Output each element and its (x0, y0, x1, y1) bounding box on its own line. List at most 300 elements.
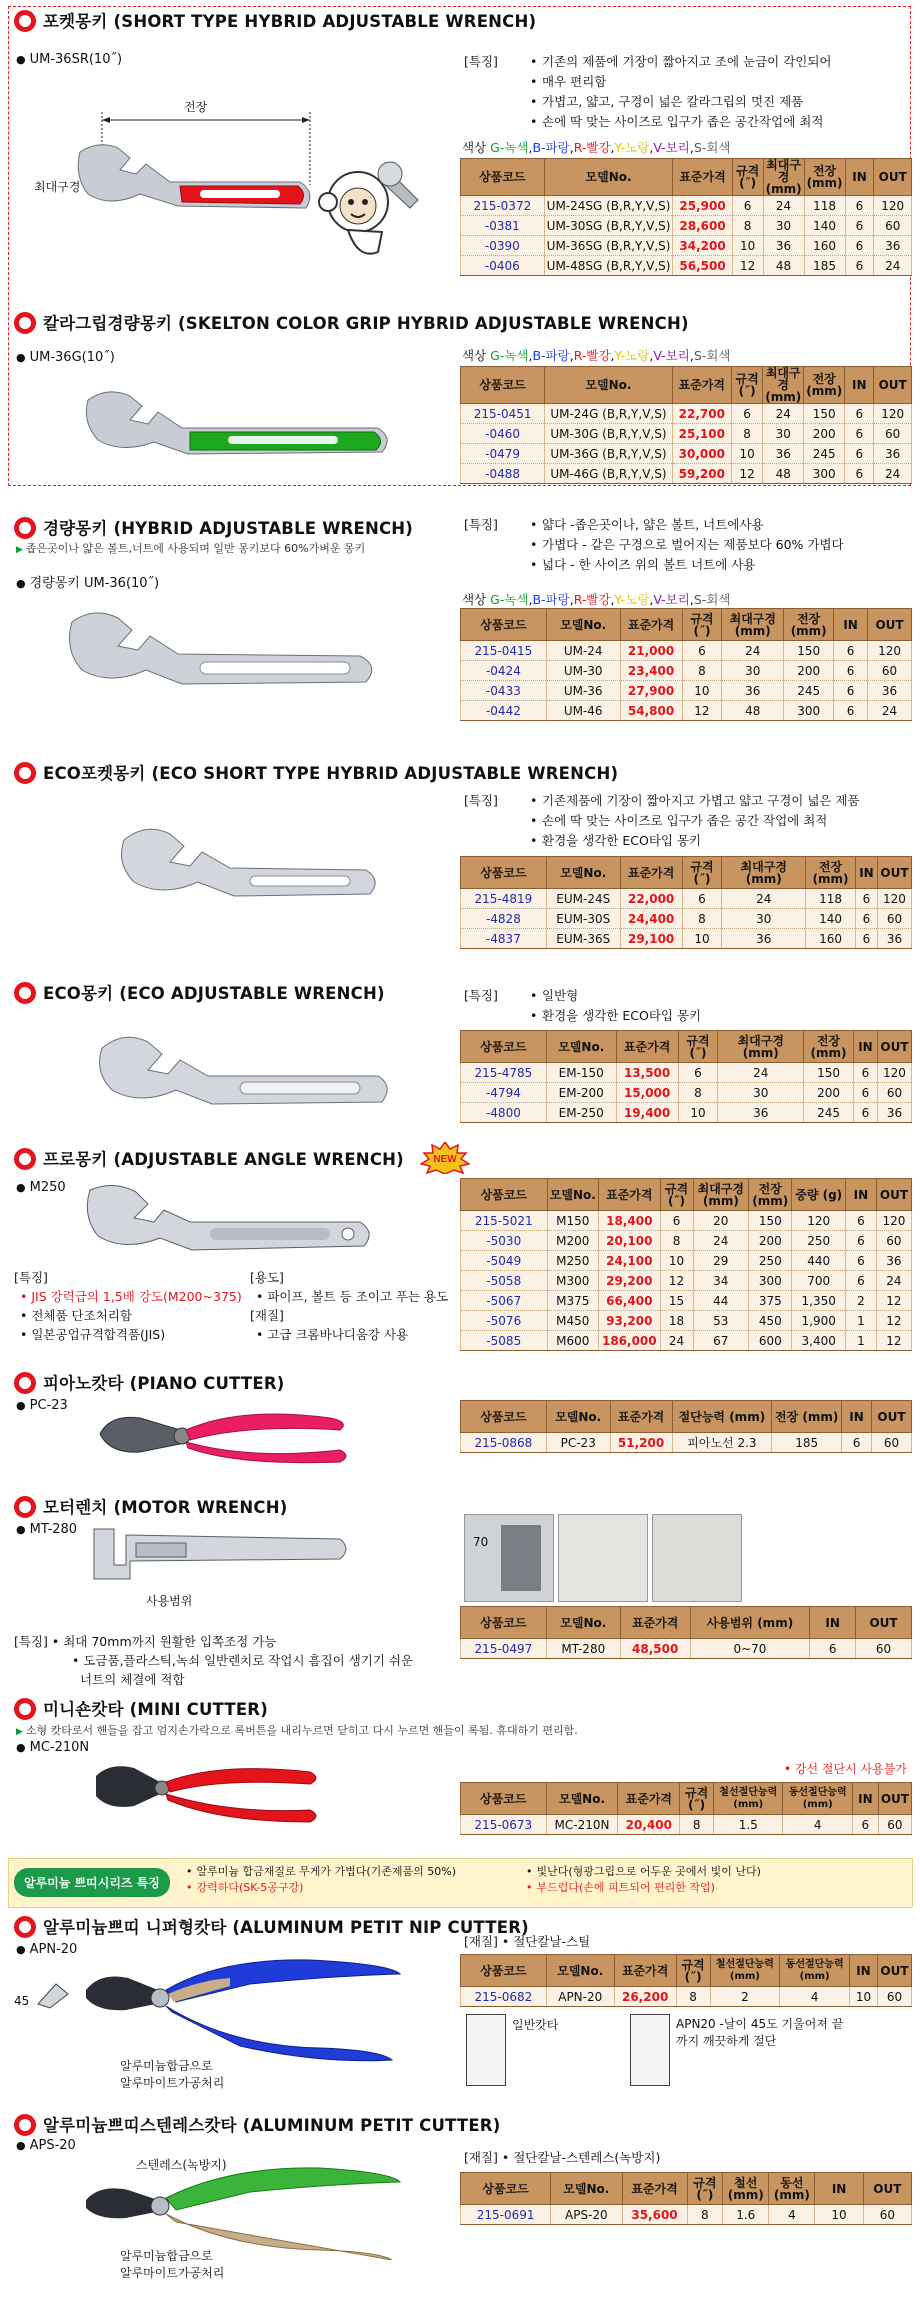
cell: 6 (842, 1433, 872, 1453)
cell: 24 (868, 701, 912, 721)
cell: 24 (874, 256, 912, 276)
spec-table-s6 (460, 1178, 912, 1351)
ring-bullet-icon (14, 982, 36, 1004)
table-row (461, 1063, 912, 1083)
header-cell: 중량 (g) (792, 1179, 846, 1211)
cell: 215-0673 (461, 1815, 547, 1835)
aluminum-feature: • 빛난다(형광그립으로 어두운 곳에서 빛이 난다) (526, 1864, 761, 1880)
cell: 10 (660, 1251, 693, 1271)
header-cell: OUT (863, 2173, 911, 2205)
cell: 6 (854, 1103, 878, 1123)
cell: MC-210N (546, 1815, 618, 1835)
aluminum-features-1 (186, 1864, 456, 1896)
cell: -0433 (461, 681, 547, 701)
nip-cutter-image (80, 1950, 410, 2070)
cell: -4800 (461, 1103, 547, 1123)
model-label: ● APS-20 (16, 2138, 76, 2153)
header-cell: 규격 (˝) (660, 1179, 693, 1211)
cell: 160 (804, 236, 845, 256)
table-row (461, 236, 912, 256)
feature-label: [특징] (464, 54, 498, 69)
header-cell: OUT (877, 1031, 911, 1063)
cell: 27,900 (620, 681, 682, 701)
cell: 140 (804, 216, 845, 236)
color-blue: B-파랑 (532, 348, 570, 363)
cell: 24 (718, 1063, 804, 1083)
cell: -5067 (461, 1291, 548, 1311)
header-cell: 규격 (˝) (732, 367, 763, 404)
table-header-row (461, 1783, 912, 1815)
cell: 215-0497 (461, 1639, 547, 1659)
ring-bullet-icon (14, 312, 36, 334)
feature-item: • 손에 딱 맞는 사이즈로 입구가 좁은 공간 작업에 최적 (528, 811, 904, 831)
aluminum-series-title: 알루미늄 쁘띠시리즈 특징 (14, 1868, 170, 1897)
features-block (464, 515, 904, 575)
cell: 2 (710, 1987, 780, 2007)
cell: 20 (693, 1211, 749, 1231)
cell: -0488 (461, 464, 545, 484)
section-title-piano-cutter: 피아노캇타 (PIANO CUTTER) (14, 1370, 284, 1396)
table-row (461, 1251, 912, 1271)
spec-table-s8 (460, 1606, 912, 1659)
cell: UM-36G (B,R,Y,V,S) (545, 444, 672, 464)
cell: 450 (749, 1311, 792, 1331)
cell: 24 (722, 641, 784, 661)
header-cell: 상품코드 (461, 159, 545, 196)
cell: 12 (876, 1331, 911, 1351)
feature-item: • 기존제품에 기장이 짧아지고 가볍고 얇고 구경이 넓은 제품 (528, 791, 904, 811)
header-cell: 모델No. (546, 1783, 618, 1815)
cell: APN-20 (546, 1987, 614, 2007)
spec-table-s9 (460, 1782, 912, 1835)
eco-pocket-wrench-image (110, 810, 390, 920)
cell: -0424 (461, 661, 547, 681)
cell: 6 (845, 236, 874, 256)
cell: EM-150 (546, 1063, 616, 1083)
cell: 6 (852, 1815, 878, 1835)
cell: 12 (660, 1271, 693, 1291)
cell: 245 (804, 444, 845, 464)
blade-label: 스텐레스(녹방지) (136, 2158, 227, 2172)
table-row (461, 424, 912, 444)
cell: PC-23 (546, 1433, 610, 1453)
color-legend: 색상 G-녹색,B-파랑,R-빨강,Y-노랑,V-보리,S-회색 (462, 140, 731, 155)
header-cell: 상품코드 (461, 367, 545, 404)
eco-wrench-image (90, 1018, 400, 1128)
cell: -0460 (461, 424, 545, 444)
cell: 30 (763, 216, 804, 236)
feature-item: • 전체품 단조처리함 (20, 1308, 132, 1323)
cell: 215-0868 (461, 1433, 547, 1453)
cell: EM-250 (546, 1103, 616, 1123)
cell: 13,500 (616, 1063, 678, 1083)
table-row (461, 1331, 912, 1351)
cell: 6 (855, 909, 877, 929)
cell: 215-4785 (461, 1063, 547, 1083)
spec-table-s4 (460, 856, 912, 949)
cell: 30 (722, 661, 784, 681)
cell: 36 (763, 444, 804, 464)
cell: 6 (845, 404, 874, 424)
header-cell: 철선절단능력 (mm) (710, 1955, 780, 1987)
feature-label: [특징] (464, 793, 498, 808)
table-row (461, 1987, 912, 2007)
cell: 36 (763, 236, 804, 256)
spec-table-s5 (460, 1030, 912, 1123)
table-header-row (461, 609, 912, 641)
new-badge (420, 1142, 470, 1174)
table-header-row (461, 1607, 912, 1639)
usage-item: • 파이프, 볼트 등 조이고 푸는 용도 (256, 1289, 449, 1304)
cell: 30 (763, 424, 804, 444)
cell: 19,400 (616, 1103, 678, 1123)
color-grip-wrench-image (78, 380, 398, 470)
table-header-row (461, 159, 912, 196)
feature-item: • 일반형 (528, 986, 904, 1006)
cell: 250 (792, 1231, 846, 1251)
cut-diagram-normal (466, 2014, 506, 2086)
model-label: ● 경량몽키 UM-36(10˝) (16, 572, 159, 591)
table-row (461, 2205, 912, 2225)
header-cell: 사용범위 (mm) (690, 1607, 810, 1639)
color-green: G-녹색 (490, 348, 529, 363)
cell: 215-5021 (461, 1211, 548, 1231)
cell: 15,000 (616, 1083, 678, 1103)
cell: UM-24G (B,R,Y,V,S) (545, 404, 672, 424)
header-cell: 최대구경 (mm) (693, 1179, 749, 1211)
table-row (461, 909, 912, 929)
header-cell: 규격 (˝) (680, 1783, 714, 1815)
section-title-hybrid: 경량몽키 (HYBRID ADJUSTABLE WRENCH) (14, 515, 413, 541)
cell: 24 (660, 1331, 693, 1351)
cell: -4828 (461, 909, 547, 929)
aluminum-feature: • 알루미늄 합금재질로 무게가 가볍다(기존제품의 50%) (186, 1864, 456, 1880)
normal-cutter-caption: 일반캇타 (512, 2018, 559, 2032)
cell: 215-0415 (461, 641, 547, 661)
header-cell: OUT (874, 159, 912, 196)
header-cell: 모델No. (546, 1955, 614, 1987)
piano-cutter-image (90, 1400, 360, 1480)
cell: 15 (660, 1291, 693, 1311)
cell: 140 (806, 909, 856, 929)
cell: 6 (854, 1083, 878, 1103)
header-cell: 모델No. (547, 1179, 599, 1211)
table-row (461, 1815, 912, 1835)
cell: 35,600 (622, 2205, 687, 2225)
cell: 150 (784, 641, 834, 661)
color-prefix: 색상 (462, 592, 491, 607)
cell: 60 (856, 1639, 912, 1659)
cell: 23,400 (620, 661, 682, 681)
cell: 8 (732, 424, 763, 444)
feature-item: 너트의 체결에 적합 (80, 1672, 185, 1687)
material-note: [재질] • 절단칼날-스텐레스(녹방지) (464, 2150, 661, 2165)
cell: 245 (784, 681, 834, 701)
cell: 60 (876, 1231, 911, 1251)
table-header-row (461, 857, 912, 889)
feature-item: • 넓다 - 한 사이즈 위의 볼트 너트에 사용 (528, 555, 904, 575)
ring-bullet-icon (14, 1148, 36, 1170)
cell: 150 (804, 404, 845, 424)
cell: 10 (850, 1987, 878, 2007)
header-cell: 표준가격 (672, 367, 731, 404)
section-title-eco: ECO몽키 (ECO ADJUSTABLE WRENCH) (14, 980, 385, 1006)
cell: 6 (845, 464, 874, 484)
cell: 24 (763, 404, 804, 424)
cell: 24,100 (599, 1251, 660, 1271)
ring-bullet-icon (14, 762, 36, 784)
feature-item: • JIS 강력급의 1,5배 강도(M200~375) (20, 1289, 242, 1304)
cell: 60 (874, 424, 912, 444)
header-cell: 표준가격 (620, 857, 682, 889)
header-cell: 상품코드 (461, 1179, 548, 1211)
header-cell: 모델No. (551, 2173, 622, 2205)
table-row (461, 1639, 912, 1659)
section-title-eco-pocket: ECO포켓몽키 (ECO SHORT TYPE HYBRID ADJUSTABLE WRENCH) (14, 760, 618, 786)
cell: 6 (845, 216, 874, 236)
header-cell: 동선 (mm) (769, 2173, 815, 2205)
pro-wrench-image (80, 1180, 380, 1270)
section-title-pro-monkey: 프로몽키 (ADJUSTABLE ANGLE WRENCH) (14, 1146, 404, 1172)
header-cell: OUT (877, 857, 911, 889)
cell: -0442 (461, 701, 547, 721)
usage-label: [용도] (250, 1270, 284, 1285)
cell: 375 (749, 1291, 792, 1311)
petit-cutter-image (80, 2160, 410, 2260)
features-block (464, 986, 904, 1026)
cell: 6 (855, 929, 877, 949)
spec-table-s11 (460, 2172, 912, 2225)
cell: 8 (682, 909, 722, 929)
header-cell: 최대구경 (mm) (763, 159, 804, 196)
cell: 67 (693, 1331, 749, 1351)
header-cell: 철선절단능력 (mm) (714, 1783, 783, 1815)
cell: MT-280 (546, 1639, 620, 1659)
aluminum-features-2 (526, 1864, 761, 1896)
cell: 1.5 (714, 1815, 783, 1835)
cell: 60 (878, 1815, 911, 1835)
cell: 6 (845, 1271, 876, 1291)
table-row (461, 889, 912, 909)
cell: 12 (682, 701, 722, 721)
ring-bullet-icon (14, 1916, 36, 1938)
color-green: G-녹색 (490, 140, 529, 155)
cell: UM-30G (B,R,Y,V,S) (545, 424, 672, 444)
header-cell: 전장 (mm) (804, 367, 845, 404)
header-cell: 모델No. (545, 367, 672, 404)
cell: 440 (792, 1251, 846, 1271)
cell: 20,100 (599, 1231, 660, 1251)
cell: 36 (874, 236, 912, 256)
jaw-label: 최대구경 (34, 180, 81, 194)
material-label: [재질] (250, 1308, 284, 1323)
feature-item: • 일본공업규격합격품(JIS) (20, 1327, 166, 1342)
cell: 1 (845, 1311, 876, 1331)
header-cell: IN (854, 1031, 878, 1063)
cell: UM-24 (546, 641, 620, 661)
header-cell: 규격 (˝) (678, 1031, 718, 1063)
cell: 185 (804, 256, 845, 276)
cell: 30 (718, 1083, 804, 1103)
cell: 36 (868, 681, 912, 701)
cell: 53 (693, 1311, 749, 1331)
header-cell: IN (842, 1401, 872, 1433)
cell: 6 (678, 1063, 718, 1083)
header-cell: 모델No. (546, 1401, 610, 1433)
header-cell: 모델No. (546, 609, 620, 641)
cell: EM-200 (546, 1083, 616, 1103)
model-label: ● M250 (16, 1180, 66, 1195)
cell: 1,350 (792, 1291, 846, 1311)
color-gray: S-회색 (693, 348, 731, 363)
header-cell: 전장 (mm) (749, 1179, 792, 1211)
angle-diagram-icon (36, 1980, 70, 2010)
cell: 30 (722, 909, 806, 929)
table-row (461, 464, 912, 484)
cell: 6 (845, 1251, 876, 1271)
color-blue: B-파랑 (532, 592, 570, 607)
cell: 300 (749, 1271, 792, 1291)
color-red: R-빨강 (573, 348, 611, 363)
cell: 118 (804, 196, 845, 216)
color-green: G-녹색 (490, 592, 529, 607)
cell: -5058 (461, 1271, 548, 1291)
cell: 200 (784, 661, 834, 681)
cell: UM-24SG (B,R,Y,V,S) (544, 196, 673, 216)
cell: 60 (863, 2205, 911, 2225)
cell: 6 (834, 641, 868, 661)
feature-item: • 가볍고, 얇고, 구경이 넓은 칼라그립의 멋진 제품 (528, 92, 904, 112)
color-yellow: Y-노랑 (614, 592, 650, 607)
feature-item: • 가볍다 - 같은 구경으로 벌어지는 제품보다 60% 가볍다 (528, 535, 904, 555)
cell: 120 (874, 196, 912, 216)
header-cell: 표준가격 (618, 1783, 680, 1815)
cell: 300 (784, 701, 834, 721)
table-row (461, 701, 912, 721)
motor-inset-photo-1 (464, 1514, 554, 1602)
ring-bullet-icon (14, 1496, 36, 1518)
cell: 20,400 (618, 1815, 680, 1835)
model-label: ● MT-280 (16, 1522, 77, 1537)
header-cell: 전장 (mm) (804, 1031, 854, 1063)
cell: UM-36SG (B,R,Y,V,S) (544, 236, 673, 256)
header-cell: 철선 (mm) (723, 2173, 769, 2205)
cell: 26,200 (614, 1987, 676, 2007)
color-yellow: Y-노랑 (614, 140, 650, 155)
cell: EUM-24S (546, 889, 620, 909)
header-cell: 상품코드 (461, 1401, 547, 1433)
hybrid-wrench-image (60, 600, 390, 710)
cell: M200 (547, 1231, 599, 1251)
cell: -4794 (461, 1083, 547, 1103)
spec-table-s7 (460, 1400, 912, 1453)
cell: 10 (678, 1103, 718, 1123)
header-cell: 표준가격 (620, 1607, 690, 1639)
table-header-row (461, 1031, 912, 1063)
cell: -0479 (461, 444, 545, 464)
header-cell: OUT (856, 1607, 912, 1639)
cell: UM-48SG (B,R,Y,V,S) (544, 256, 673, 276)
cell: 48 (763, 256, 804, 276)
cell: -0390 (461, 236, 545, 256)
cell: 8 (678, 1083, 718, 1103)
cell: 8 (680, 1815, 714, 1835)
cell: 29 (693, 1251, 749, 1271)
cell: 54,800 (620, 701, 682, 721)
feature-label: [특징] (464, 517, 498, 532)
length-label: 전장 (184, 100, 208, 114)
section-title-petit-cutter: 알루미늄쁘띠스텐레스캇타 (ALUMINUM PETIT CUTTER) (14, 2112, 500, 2138)
feature-item: • 환경을 생각한 ECO타입 몽키 (528, 1006, 904, 1026)
table-row (461, 641, 912, 661)
cell: 120 (874, 404, 912, 424)
cell: APS-20 (551, 2205, 622, 2225)
cell: UM-30SG (B,R,Y,V,S) (544, 216, 673, 236)
cell: 4 (780, 1987, 850, 2007)
cell: 22,000 (620, 889, 682, 909)
cell: 6 (845, 1231, 876, 1251)
range-label: 사용범위 (146, 1594, 193, 1608)
ring-bullet-icon (14, 517, 36, 539)
cell: 150 (804, 1063, 854, 1083)
header-cell: 모델No. (546, 1607, 620, 1639)
header-cell: 규격 (˝) (676, 1955, 710, 1987)
cell: 600 (749, 1331, 792, 1351)
cell: 4 (769, 2205, 815, 2225)
cell: 10 (682, 681, 722, 701)
table-row (461, 1291, 912, 1311)
motor-features (14, 1632, 413, 1689)
table-row (461, 661, 912, 681)
feature-item: • 매우 편리함 (528, 72, 904, 92)
mini-cutter-image (90, 1752, 330, 1832)
motor-inset-photo-3 (652, 1514, 742, 1602)
header-cell: IN (852, 1783, 878, 1815)
color-red: R-빨강 (573, 592, 611, 607)
cell: 8 (687, 2205, 723, 2225)
aluminum-feature: • 강력하다(SK-5공구강) (186, 1880, 456, 1896)
header-cell: 상품코드 (461, 1783, 547, 1815)
cell: 36 (722, 681, 784, 701)
feature-item: • 얇다 -좁은곳이나, 얇은 볼트, 너트에사용 (528, 515, 904, 535)
color-legend: 색상 G-녹색,B-파랑,R-빨강,Y-노랑,V-보리,S-회색 (462, 348, 731, 363)
header-cell: OUT (868, 609, 912, 641)
cut-diagram-apn20 (630, 2014, 670, 2086)
color-prefix: 색상 (462, 140, 491, 155)
cell: 8 (732, 216, 763, 236)
table-row (461, 681, 912, 701)
model-label: ● UM-36SR(10˝) (16, 52, 122, 67)
cell: -5049 (461, 1251, 548, 1271)
table-row (461, 404, 912, 424)
cell: 1.6 (723, 2205, 769, 2225)
section-note: ▶ 좁은곳이나 얇은 볼트,너트에 사용되며 일반 몽키보다 60%가벼운 몽키 (16, 540, 365, 556)
header-cell: 동선절단능력 (mm) (783, 1783, 852, 1815)
header-cell: OUT (874, 367, 912, 404)
cell: -5076 (461, 1311, 548, 1331)
cell: 51,200 (610, 1433, 672, 1453)
header-cell: 전장 (mm) (804, 159, 845, 196)
cell: 60 (877, 1987, 911, 2007)
features-block (464, 791, 904, 851)
cell: 700 (792, 1271, 846, 1291)
cell: 12 (732, 256, 763, 276)
cell: 48 (763, 464, 804, 484)
header-cell: 상품코드 (461, 2173, 551, 2205)
cell: 8 (660, 1231, 693, 1251)
cell: 245 (804, 1103, 854, 1123)
cell: 24 (763, 196, 804, 216)
